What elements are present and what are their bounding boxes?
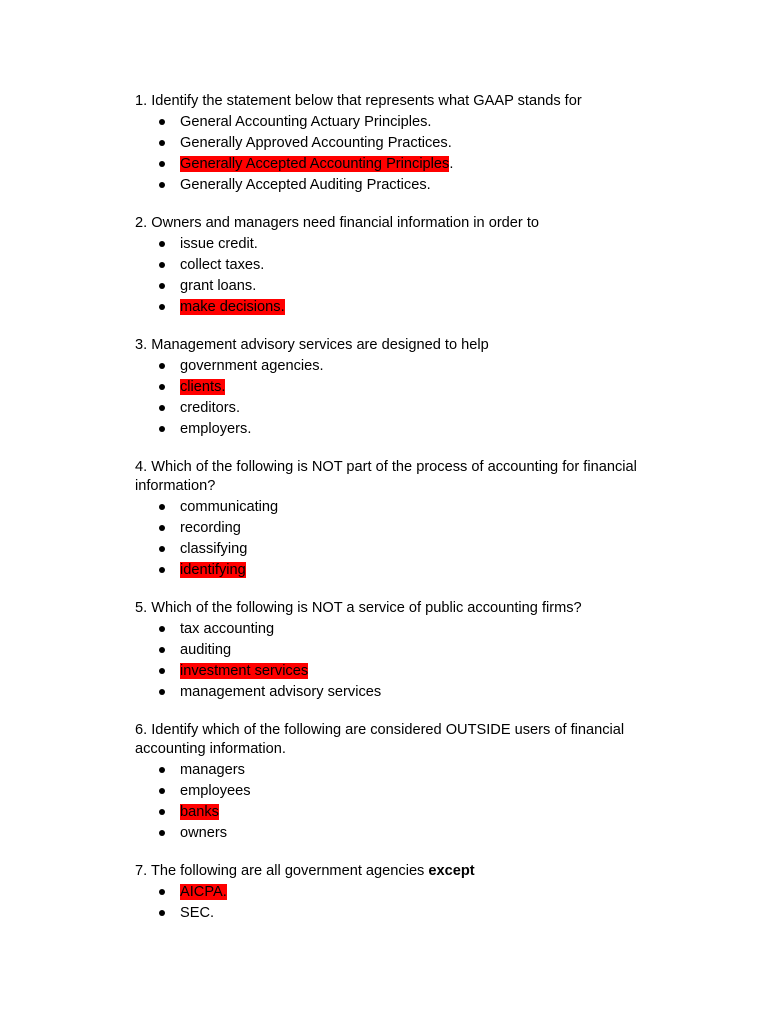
bullet-icon (159, 304, 165, 310)
bullet-icon (159, 262, 165, 268)
answer-label: recording (180, 520, 241, 536)
bullet-icon (159, 809, 165, 815)
answer-option (135, 398, 655, 419)
question-block (135, 92, 655, 196)
bullet-icon (159, 889, 165, 895)
bullet-icon (159, 283, 165, 289)
highlighted-answer: banks (180, 804, 219, 820)
answer-label: employers. (180, 421, 252, 437)
question-prompt: Which of the following is NOT a service of public accounting firms? (151, 600, 582, 616)
answer-options (135, 234, 655, 318)
answer-label: grant loans. (180, 278, 257, 294)
answer-label: managers (180, 762, 245, 778)
answer-options (135, 112, 655, 196)
answer-option-correct (135, 802, 655, 823)
question-text (135, 599, 655, 618)
highlighted-answer: identifying (180, 562, 246, 578)
question-block (135, 599, 655, 703)
highlighted-answer: Generally Accepted Accounting Principles (180, 156, 450, 172)
answer-label: classifying (180, 541, 248, 557)
answer-option (135, 133, 655, 154)
answer-options (135, 356, 655, 440)
bullet-icon (159, 182, 165, 188)
answer-label: SEC. (180, 905, 215, 921)
bullet-icon (159, 830, 165, 836)
question-prompt: Owners and managers need financial information in order to (151, 215, 539, 231)
answer-options (135, 497, 655, 581)
question-number: 3. (135, 337, 148, 353)
question-prompt: Identify which of the following are considered OUTSIDE users of financial accounting information. (135, 722, 625, 757)
answer-label: communicating (180, 499, 279, 515)
answer-option-correct (135, 661, 655, 682)
question-number: 2. (135, 215, 148, 231)
bullet-icon (159, 384, 165, 390)
answer-option-correct (135, 377, 655, 398)
question-text (135, 862, 655, 881)
answer-option (135, 234, 655, 255)
bullet-icon (159, 525, 165, 531)
answer-option (135, 175, 655, 196)
answer-label: Generally Approved Accounting Practices. (180, 135, 452, 151)
answer-label: issue credit. (180, 236, 258, 252)
answer-option (135, 497, 655, 518)
answer-option (135, 903, 655, 924)
answer-label: creditors. (180, 400, 241, 416)
answer-option (135, 356, 655, 377)
highlighted-answer: clients. (180, 379, 226, 395)
quiz-document (135, 92, 655, 942)
answer-label: General Accounting Actuary Principles. (180, 114, 432, 130)
bullet-icon (159, 689, 165, 695)
question-block (135, 336, 655, 440)
question-text (135, 458, 655, 496)
bullet-icon (159, 767, 165, 773)
answer-label: government agencies. (180, 358, 324, 374)
question-prompt: Identify the statement below that represents what GAAP stands for (151, 93, 582, 109)
question-block (135, 721, 655, 844)
answer-option (135, 419, 655, 440)
question-block (135, 214, 655, 318)
bullet-icon (159, 910, 165, 916)
question-prompt: The following are all government agencies (150, 863, 425, 879)
highlighted-answer: make decisions. (180, 299, 285, 315)
bullet-icon (159, 161, 165, 167)
question-number: 1. (135, 93, 148, 109)
question-block (135, 458, 655, 581)
bullet-icon (159, 241, 165, 247)
answer-option (135, 760, 655, 781)
answer-trailing-punctuation: . (449, 156, 454, 172)
question-prompt: Which of the following is NOT part of the process of accounting for financial information? (135, 459, 637, 494)
answer-options (135, 619, 655, 703)
answer-option (135, 255, 655, 276)
answer-label: Generally Accepted Auditing Practices. (180, 177, 431, 193)
bullet-icon (159, 668, 165, 674)
bullet-icon (159, 363, 165, 369)
question-text (135, 214, 655, 233)
question-number: 5. (135, 600, 148, 616)
answer-option (135, 619, 655, 640)
bullet-icon (159, 647, 165, 653)
answer-label: owners (180, 825, 228, 841)
highlighted-answer: AICPA. (180, 884, 227, 900)
answer-option (135, 539, 655, 560)
answer-option-correct (135, 560, 655, 581)
highlighted-answer: investment services (180, 663, 309, 679)
answer-option (135, 518, 655, 539)
answer-option (135, 823, 655, 844)
question-number: 6. (135, 722, 148, 738)
bullet-icon (159, 546, 165, 552)
bullet-icon (159, 140, 165, 146)
answer-option (135, 276, 655, 297)
bullet-icon (159, 626, 165, 632)
bullet-icon (159, 405, 165, 411)
question-prompt: Management advisory services are designed to help (151, 337, 489, 353)
bullet-icon (159, 504, 165, 510)
bullet-icon (159, 567, 165, 573)
answer-option (135, 112, 655, 133)
question-text (135, 92, 655, 111)
answer-option (135, 682, 655, 703)
answer-options (135, 760, 655, 844)
bullet-icon (159, 426, 165, 432)
answer-label: employees (180, 783, 251, 799)
question-number: 4. (135, 459, 148, 475)
question-number: 7. (135, 863, 148, 879)
bullet-icon (159, 119, 165, 125)
bullet-icon (159, 788, 165, 794)
answer-options (135, 882, 655, 924)
question-text (135, 721, 655, 759)
question-block (135, 862, 655, 924)
answer-option-correct (135, 882, 655, 903)
answer-label: tax accounting (180, 621, 275, 637)
answer-label: collect taxes. (180, 257, 265, 273)
answer-option (135, 640, 655, 661)
question-emphasis: except (428, 863, 475, 879)
answer-label: auditing (180, 642, 232, 658)
answer-option (135, 781, 655, 802)
answer-option-correct (135, 154, 655, 175)
answer-option-correct (135, 297, 655, 318)
question-text (135, 336, 655, 355)
answer-label: management advisory services (180, 684, 382, 700)
